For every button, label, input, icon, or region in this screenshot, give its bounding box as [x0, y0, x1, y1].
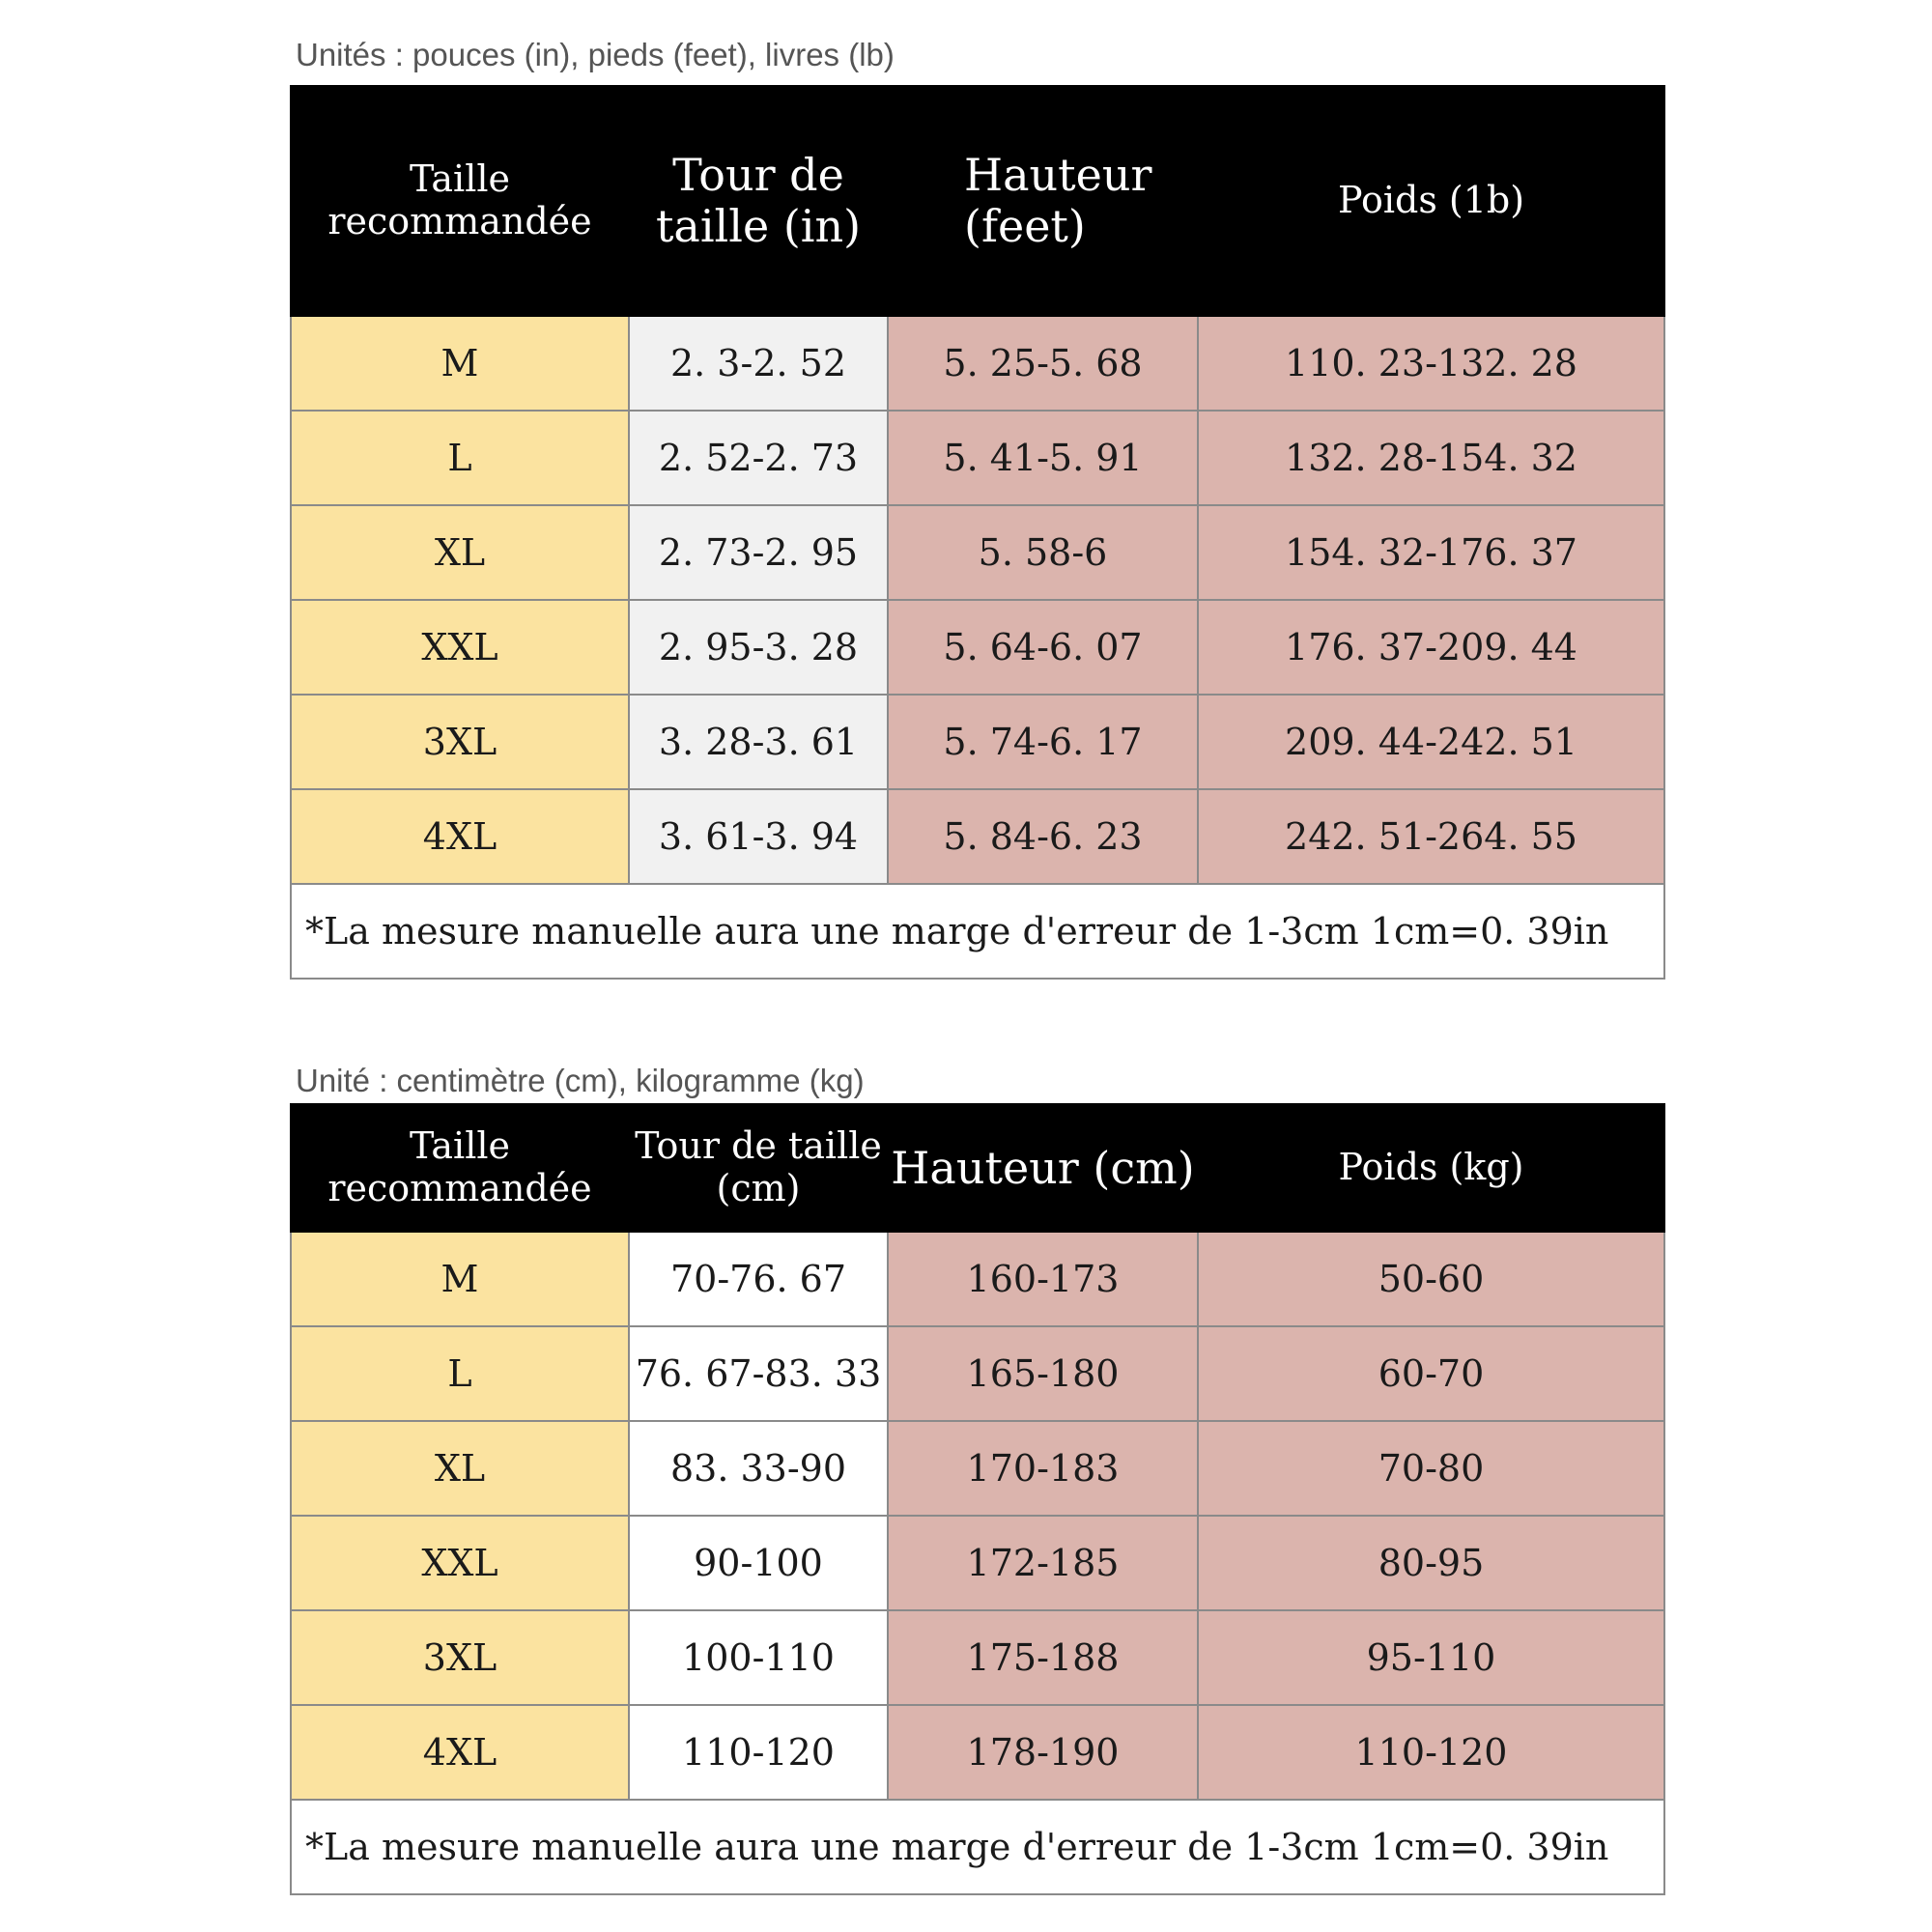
weight-cell: 95-110 [1198, 1610, 1664, 1705]
note-row [291, 1800, 1664, 1894]
waist-cell: 2. 3-2. 52 [629, 316, 888, 411]
table-row [291, 789, 1664, 884]
size-cell: XXL [291, 1516, 629, 1610]
header-weight: Poids (kg) [1198, 1104, 1664, 1232]
table-row [291, 411, 1664, 505]
weight-cell: 70-80 [1198, 1421, 1664, 1516]
header-weight: Poids (1b) [1198, 86, 1664, 316]
waist-cell: 110-120 [629, 1705, 888, 1800]
table-row [291, 600, 1664, 695]
weight-cell: 209. 44-242. 51 [1198, 695, 1664, 789]
height-cell: 5. 25-5. 68 [888, 316, 1198, 411]
header-waist: Tour de taille (in) [629, 86, 888, 316]
height-cell: 170-183 [888, 1421, 1198, 1516]
waist-cell: 3. 28-3. 61 [629, 695, 888, 789]
height-cell: 5. 74-6. 17 [888, 695, 1198, 789]
waist-cell: 90-100 [629, 1516, 888, 1610]
size-cell: 4XL [291, 1705, 629, 1800]
waist-cell: 83. 33-90 [629, 1421, 888, 1516]
table-row [291, 1326, 1664, 1421]
size-cell: XL [291, 1421, 629, 1516]
table-row [291, 1421, 1664, 1516]
size-cell: M [291, 1232, 629, 1326]
waist-cell: 100-110 [629, 1610, 888, 1705]
units-label-metric: Unité : centimètre (cm), kilogramme (kg) [296, 1063, 865, 1098]
weight-cell: 176. 37-209. 44 [1198, 600, 1664, 695]
header-height: Hauteur (feet) [888, 86, 1198, 316]
size-cell: 4XL [291, 789, 629, 884]
header-size: Taille recommandée [291, 1104, 629, 1232]
header-row [291, 1104, 1664, 1232]
weight-cell: 60-70 [1198, 1326, 1664, 1421]
measurement-note: *La mesure manuelle aura une marge d'erreur de 1-3cm 1cm=0. 39in [291, 884, 1664, 979]
size-table-metric [290, 1103, 1665, 1895]
weight-cell: 242. 51-264. 55 [1198, 789, 1664, 884]
height-cell: 5. 41-5. 91 [888, 411, 1198, 505]
waist-cell: 2. 95-3. 28 [629, 600, 888, 695]
size-cell: 3XL [291, 695, 629, 789]
size-cell: L [291, 1326, 629, 1421]
weight-cell: 80-95 [1198, 1516, 1664, 1610]
table-row [291, 1232, 1664, 1326]
waist-cell: 2. 52-2. 73 [629, 411, 888, 505]
size-cell: XL [291, 505, 629, 600]
waist-cell: 76. 67-83. 33 [629, 1326, 888, 1421]
header-row [291, 86, 1664, 316]
size-cell: L [291, 411, 629, 505]
height-cell: 160-173 [888, 1232, 1198, 1326]
table-row [291, 505, 1664, 600]
header-height: Hauteur (cm) [888, 1104, 1198, 1232]
header-size: Taille recommandée [291, 86, 629, 316]
height-cell: 178-190 [888, 1705, 1198, 1800]
height-cell: 5. 64-6. 07 [888, 600, 1198, 695]
size-cell: 3XL [291, 1610, 629, 1705]
header-waist: Tour de taille (cm) [629, 1104, 888, 1232]
weight-cell: 110-120 [1198, 1705, 1664, 1800]
weight-cell: 132. 28-154. 32 [1198, 411, 1664, 505]
waist-cell: 70-76. 67 [629, 1232, 888, 1326]
measurement-note: *La mesure manuelle aura une marge d'erreur de 1-3cm 1cm=0. 39in [291, 1800, 1664, 1894]
weight-cell: 110. 23-132. 28 [1198, 316, 1664, 411]
height-cell: 5. 58-6 [888, 505, 1198, 600]
weight-cell: 154. 32-176. 37 [1198, 505, 1664, 600]
height-cell: 165-180 [888, 1326, 1198, 1421]
waist-cell: 2. 73-2. 95 [629, 505, 888, 600]
table-row [291, 695, 1664, 789]
size-cell: M [291, 316, 629, 411]
table-row [291, 1516, 1664, 1610]
note-row [291, 884, 1664, 979]
units-label-imperial: Unités : pouces (in), pieds (feet), livres (lb) [296, 37, 895, 72]
size-table-imperial [290, 85, 1665, 980]
weight-cell: 50-60 [1198, 1232, 1664, 1326]
height-cell: 172-185 [888, 1516, 1198, 1610]
table-row [291, 1705, 1664, 1800]
height-cell: 5. 84-6. 23 [888, 789, 1198, 884]
table-row [291, 316, 1664, 411]
waist-cell: 3. 61-3. 94 [629, 789, 888, 884]
table-row [291, 1610, 1664, 1705]
size-cell: XXL [291, 600, 629, 695]
height-cell: 175-188 [888, 1610, 1198, 1705]
